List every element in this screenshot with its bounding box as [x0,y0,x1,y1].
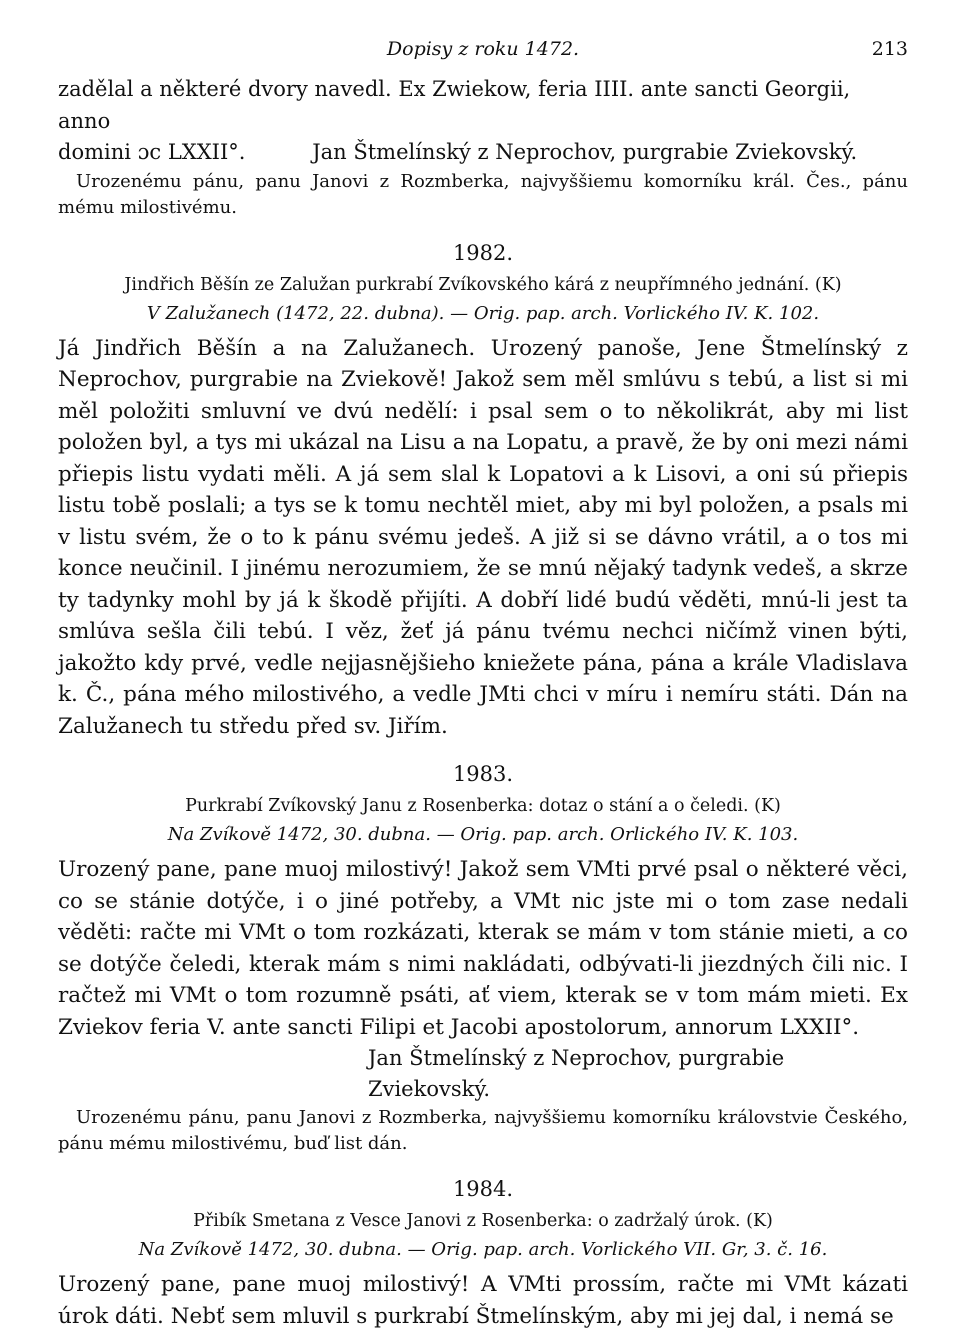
letter-number: 1983. [452,762,514,786]
letter-source: V Zalužanech (1472, 22. dubna). — Orig. pap. arch. Vorlického IV. K. 102. [146,302,820,324]
letter-text: Urozený pane, pane muoj milostivý! Jakož sem VMti prvé psal o některé věci, co se stánie dotýče, i o jiné potřeby, a VMt nic jste mi o tom zase nedali věděti: račte mi VMt o tom rozkázati, kterak se mám v tom stánie mieti, a co se dotýče čeledi, kterak mám s nimi nakládati, odbývati-li jiezdných čili nic. I račtež mi VMt o tom rozumně psáti, ať viem, kterak se v tom mám mieti. Ex Zviekov feria V. ante sancti Filipi et Jacobi apostolorum, annorum LXXII°. [58,857,908,1040]
letter-summary: Přibík Smetana z Vesce Janovi z Rosenberka: o zadržalý úrok. (K) [193,1211,773,1231]
letter-source: Na Zvíkově 1472, 30. dubna. — Orig. pap. arch. Orlického IV. K. 103. [167,824,799,845]
running-head [58,38,908,74]
letter-source: Na Zvíkově 1472, 30. dubna. — Orig. pap. arch. Vorlického VII. Gr, 3. č. 16. [138,1239,828,1260]
letter-summary: Purkrabí Zvíkovský Janu z Rosenberka: dotaz o stání a o čeledi. (K) [185,796,781,816]
page-number: 213 [871,38,908,60]
letter-signature: Jan Štmelínský z Neprochov, purgrabie Zviekovský. [368,1046,785,1101]
letter-1984 [58,1177,908,1332]
letter-1983 [58,762,908,1157]
letter-text: Urozený pane, pane muoj milostivý! A VMti prossím, račte mi VMt kázati úrok dáti. Nebť sem mluvil s purkrabí Štmelínským, aby mi jej dal, i nemá se [58,1272,908,1329]
intro-address: Urozenému pánu, panu Janovi z Rozmberka, najvyššiemu komorníku král. Čes., pánu mému milostivému. [58,170,908,218]
letter-number: 1984. [452,1177,514,1201]
page [58,38,908,1332]
intro-line: zadělal a některé dvory navedl. Ex Zwiekow, feria IIII. ante sancti Georgii, anno [58,77,851,133]
intro-line: domini ɔc LXXII°. Jan Štmelínský z Neprochov, purgrabie Zviekovský. [58,140,858,164]
letter-text: Já Jindřich Běšín a na Zalužanech. Urozený panoše, Jene Štmelínský z Neprochov, purgrabie na Zviekově! Jakož sem měl smlúvu s tebú, a list si mi měl položiti smluvní ve dvú nedělí: i psal sem o to několikrát, aby mi list položen byl, a tys mi ukázal na Lisu a na Lopatu, a pravě, že by oni mezi námi přiepis listu vydati měli. A já sem slal k Lopatovi a k Lisovi, a oni sú přiepis listu tobě poslali; a tys se k tomu nechtěl miet, aby mi byl položen, a psals mi v listu svém, že o to k pánu svému jedeš. A již si se dávno vrátil, a o tos mi konce neučinil. I jinému nerozumiem, že se mnú nějaký tadynk vedeš, a skrze ty tadynky mohl by já k škodě přijíti. A dobří lidé budú věděti, mnú-li jest ta smlúva sešla čili tebú. I věz, žeť já pánu tvému nechci ničímž vinen býti, jakožto kdy prvé, vedle nejjasnějšieho kniežete pána, pána a krále Vladislava k. Č., pána mého milostivého, a vedle JMti chci v míru i nemíru státi. Dán na Zalužanech tu středu před sv. Jiřím. [58,335,908,739]
running-title: Dopisy z roku 1472. [386,38,580,60]
letter-1982 [58,241,908,743]
letter-address: Urozenému pánu, panu Janovi z Rozmberka, najvyššiemu komorníku královstvie Českého, pánu mému milostivému, buď list dán. [58,1107,908,1154]
letter-number: 1982. [452,240,514,265]
intro-section [58,74,908,221]
letter-summary: Jindřich Běšín ze Zalužan purkrabí Zvíkovského kárá z neupřímného jednání. (K) [124,274,842,295]
